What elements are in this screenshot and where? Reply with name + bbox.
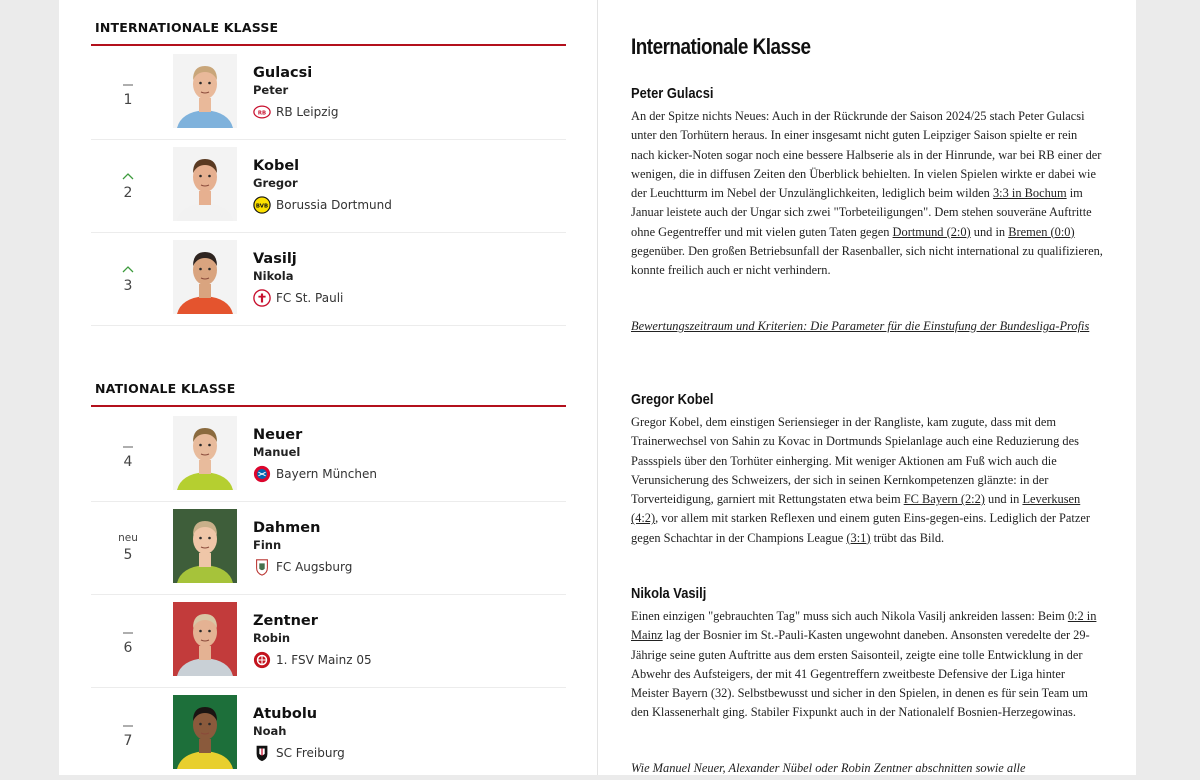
player-info	[253, 157, 392, 214]
rank-number: 4	[123, 454, 133, 470]
match-link[interactable]: 0:2 in Mainz	[631, 609, 1097, 643]
match-link[interactable]: (3:1)	[846, 530, 871, 545]
player-row[interactable]	[91, 408, 566, 502]
club-name: FC St. Pauli	[276, 291, 344, 305]
club-name: Borussia Dortmund	[276, 198, 392, 212]
rb-leipzig-crest-icon	[253, 103, 271, 121]
player-row[interactable]	[91, 501, 566, 595]
section-title: NATIONALE KLASSE	[95, 381, 236, 396]
player-row[interactable]	[91, 139, 566, 233]
club[interactable]	[253, 289, 343, 307]
article-paragraph: Einen einzigen "gebrauchten Tag" muss sich auch Nikola Vasilj ankreiden lassen: Beim 0:2 in Mainz lag der Bosnier im St.-Pauli-Kasten ungewohnt daneben. Ansonsten veredelte der 29-Jährige seine guten Auftritte aus dem ersten Saisonteil, zeigte eine tolle Entwicklung in der Abwehr des Aufsteigers, der mit 41 Gegentreffern zweitbeste Defensive der Liga hinter Meister Bayern (32). Selbstbewusst und sicher in den Spielen, in denen es für sein Team um den Klassenerhalt ging. Stabiler Fixpunkt auch in der Nationalelf Bosnien-Herzegowinas.	[631, 609, 1097, 720]
player-first-name: Peter	[253, 83, 289, 97]
trend-same-icon	[108, 76, 148, 90]
trend-up-icon	[108, 169, 148, 183]
player-info	[253, 64, 338, 121]
player-info	[253, 612, 372, 669]
player-info	[253, 426, 377, 483]
club-name: SC Freiburg	[276, 746, 345, 760]
match-link[interactable]: 3:3 in Bochum	[992, 186, 1067, 201]
svg-text:RB: RB	[257, 110, 267, 117]
trend-same-icon	[108, 624, 148, 638]
club-name: FC Augsburg	[276, 560, 353, 574]
player-first-name: Noah	[253, 724, 287, 738]
rank-number: 2	[123, 185, 133, 201]
player-row[interactable]	[91, 687, 566, 780]
article-paragraph: An der Spitze nichts Neues: Auch in der Rückrunde der Saison 2024/25 stach Peter Gulacsi unter den Torhütern heraus. In einer insgesamt nicht guten Leipziger Saison spielte er rein nach kicker-Noten sogar noch eine bessere Halbserie als in der Hinrunde, war bei RB einer der wenigen, die in diffusen Zeiten den Überblick behielten. In vielen Spielen wirkte er dabei wie der Leuchtturm im Nebel der Unzulänglichkeiten, lediglich beim wilden 3:3 in Bochum im Januar leistete auch der Ungar sich zwei "Torbeteiligungen". Dem stehen souveräne Auftritte ohne Gegentreffer und mit vielen guten Taten gegen Dortmund (2:0) und in Bremen (0:0) gegenüber. Den großen Betriebsunfall der Rasenballer, sich nicht international zu qualifizieren, konnte freilich auch er nicht verhindern.	[631, 109, 1103, 278]
section-header-international	[91, 20, 566, 46]
player-photo[interactable]	[173, 147, 237, 221]
player-first-name: Robin	[253, 631, 291, 645]
st-pauli-crest-icon	[253, 289, 271, 307]
mainz-crest-icon	[253, 651, 271, 669]
player-last-name[interactable]: Gulacsi	[253, 65, 313, 81]
player-last-name[interactable]: Zentner	[253, 613, 318, 629]
match-link[interactable]: Dortmund (2:0)	[892, 224, 971, 239]
player-photo[interactable]	[173, 695, 237, 769]
club[interactable]	[253, 651, 372, 669]
rank-number: 5	[123, 547, 133, 563]
player-first-name: Manuel	[253, 445, 301, 459]
augsburg-crest-icon	[253, 558, 271, 576]
trend-up-icon	[108, 262, 148, 276]
player-last-name[interactable]: Atubolu	[253, 706, 318, 722]
player-info	[253, 705, 345, 762]
club[interactable]	[253, 465, 377, 483]
match-link[interactable]: Leverkusen (4:2)	[631, 492, 1081, 526]
rank-number: 3	[123, 278, 133, 294]
player-heading: Nikola Vasilj	[631, 585, 707, 602]
bvb-crest-icon	[253, 196, 271, 214]
match-link[interactable]: FC Bayern (2:2)	[903, 492, 985, 507]
trend-same-icon	[108, 438, 148, 452]
column-divider	[597, 0, 598, 775]
player-photo[interactable]	[173, 54, 237, 128]
player-photo[interactable]	[173, 509, 237, 583]
club-name: 1. FSV Mainz 05	[276, 653, 372, 667]
club[interactable]	[253, 103, 338, 121]
bayern-crest-icon	[253, 465, 271, 483]
player-last-name[interactable]: Kobel	[253, 158, 300, 174]
trend-same-icon	[108, 717, 148, 731]
player-row[interactable]	[91, 46, 566, 140]
trend-new-label: neu	[118, 532, 138, 544]
article-paragraph: Gregor Kobel, dem einstigen Seriensieger in der Rangliste, kam zugute, dass mit dem Trainerwechsel von Sahin zu Kovac in Dortmunds Spielanlage auch eine Reduzierung des Passspiels über den Torhüter einherging. Mit weniger Aktionen am Fuß wich auch die Verunsicherung des Schweizers, der sich in seinen Kernkompetenzen glänzte: in der Torverteidigung, garniert mit Rettungstaten etwa beim FC Bayern (2:2) und in Leverkusen (4:2), vor allem mit starken Reflexen und einem guten Eins-gegen-eins. Lediglich der Patzer gegen Schachtar in der Champions League (3:1) trübt das Bild.	[631, 415, 1091, 545]
player-last-name[interactable]: Dahmen	[253, 520, 321, 536]
rank-number: 6	[123, 640, 133, 656]
player-last-name[interactable]: Neuer	[253, 427, 303, 443]
player-last-name[interactable]: Vasilj	[253, 251, 297, 267]
rank-number: 7	[123, 733, 133, 749]
club-name: RB Leipzig	[276, 105, 339, 119]
player-first-name: Nikola	[253, 269, 294, 283]
criteria-paragraph	[631, 317, 1103, 336]
match-link[interactable]: Bremen (0:0)	[1008, 224, 1075, 239]
player-row[interactable]	[91, 232, 566, 326]
player-heading: Gregor Kobel	[631, 391, 714, 408]
article-title: Internationale Klasse	[631, 34, 811, 59]
club-name: Bayern München	[276, 467, 377, 481]
player-first-name: Finn	[253, 538, 282, 552]
player-info	[253, 519, 352, 576]
rank-cell	[108, 262, 148, 294]
player-heading: Peter Gulacsi	[631, 85, 714, 102]
rank-number: 1	[123, 92, 133, 108]
rank-cell	[108, 76, 148, 108]
svg-text:BVB: BVB	[255, 203, 269, 210]
rank-cell	[108, 438, 148, 470]
rank-cell	[108, 169, 148, 201]
player-photo[interactable]	[173, 416, 237, 490]
player-first-name: Gregor	[253, 176, 298, 190]
club[interactable]	[253, 558, 352, 576]
teaser-paragraph: Wie Manuel Neuer, Alexander Nübel oder Robin Zentner abschnitten sowie alle	[631, 761, 1026, 775]
player-photo[interactable]	[173, 240, 237, 314]
player-info	[253, 250, 343, 307]
club[interactable]	[253, 196, 392, 214]
player-row[interactable]	[91, 594, 566, 688]
player-photo[interactable]	[173, 602, 237, 676]
rank-cell	[108, 531, 148, 563]
criteria-link[interactable]: Bewertungszeitraum und Kriterien: Die Parameter für die Einstufung der Bundesliga-Profis	[631, 319, 1090, 333]
rank-cell	[108, 624, 148, 656]
club[interactable]	[253, 744, 345, 762]
freiburg-crest-icon	[253, 744, 271, 762]
section-header-national	[91, 381, 566, 407]
rank-cell	[108, 717, 148, 749]
section-title: INTERNATIONALE KLASSE	[95, 20, 279, 35]
